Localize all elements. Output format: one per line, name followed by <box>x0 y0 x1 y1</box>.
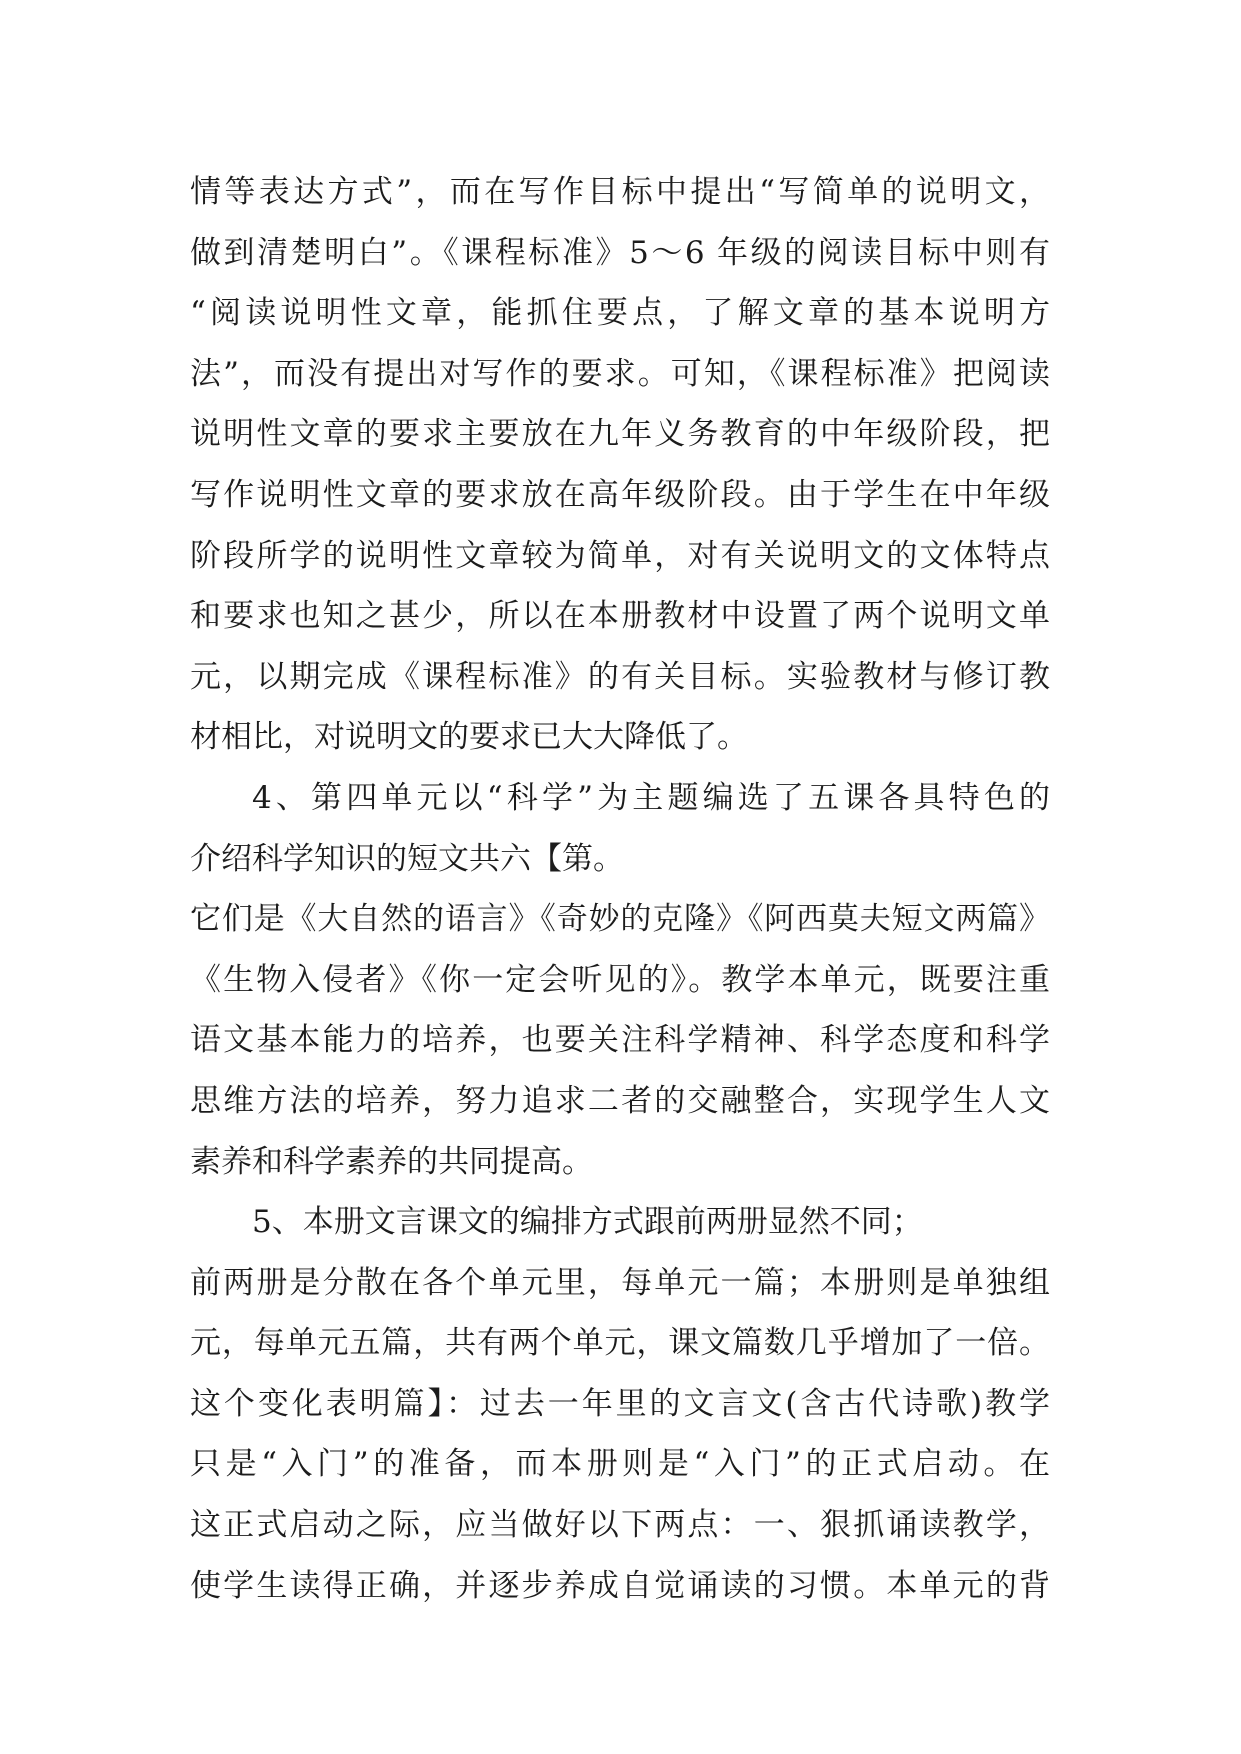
text-line: 素养和科学素养的共同提高。 <box>190 1143 593 1180</box>
text-line: 元，以期完成《课程标准》的有关目标。实验教材与修订教 <box>190 658 1050 695</box>
paragraph-start-line: 5、本册文言课文的编排方式跟前两册显然不同； <box>252 1204 923 1241</box>
text-line: 这个变化表明篇】：过去一年里的文言文(含古代诗歌)教学 <box>190 1385 1050 1422</box>
text-line: 和要求也知之甚少，所以在本册教材中设置了两个说明文单 <box>190 598 1050 635</box>
text-line: 《生物入侵者》《你一定会听见的》。教学本单元，既要注重 <box>190 961 1050 998</box>
text-line: 情等表达方式”，而在写作目标中提出“写简单的说明文， <box>190 174 1050 210</box>
text-line: 写作说明性文章的要求放在高年级阶段。由于学生在中年级 <box>190 476 1050 513</box>
text-line: 使学生读得正确，并逐步养成自觉诵读的习惯。本单元的背 <box>190 1567 1050 1604</box>
text-line: 它们是《大自然的语言》《奇妙的克隆》《阿西莫夫短文两篇》 <box>190 901 1050 938</box>
text-line: 说明性文章的要求主要放在九年义务教育的中年级阶段，把 <box>190 416 1050 453</box>
text-line: 元，每单元五篇，共有两个单元，课文篇数几乎增加了一倍。 <box>190 1325 1050 1362</box>
text-line: 介绍科学知识的短文共六【第。 <box>190 840 624 877</box>
text-line: 这正式启动之际，应当做好以下两点：一、狠抓诵读教学， <box>190 1507 1050 1544</box>
text-line: 阶段所学的说明性文章较为简单，对有关说明文的文体特点 <box>190 537 1050 574</box>
text-line: 法”，而没有提出对写作的要求。可知，《课程标准》把阅读 <box>190 355 1050 392</box>
text-line: “阅读说明性文章，能抓住要点，了解文章的基本说明方 <box>190 295 1050 332</box>
text-line: 前两册是分散在各个单元里，每单元一篇；本册则是单独组 <box>190 1264 1050 1301</box>
text-line: 材相比，对说明文的要求已大大降低了。 <box>190 719 748 756</box>
text-line: 语文基本能力的培养，也要关注科学精神、科学态度和科学 <box>190 1022 1050 1059</box>
body-text <box>190 162 1050 1616</box>
text-line: 做到清楚明白”。《课程标准》5～6 年级的阅读目标中则有 <box>190 234 1050 271</box>
paragraph-start-line: 4、第四单元以“科学”为主题编选了五课各具特色的 <box>252 779 1050 816</box>
text-line: 思维方法的培养，努力追求二者的交融整合，实现学生人文 <box>190 1082 1050 1119</box>
text-line: 只是“入门”的准备，而本册则是“入门”的正式启动。在 <box>190 1446 1050 1483</box>
